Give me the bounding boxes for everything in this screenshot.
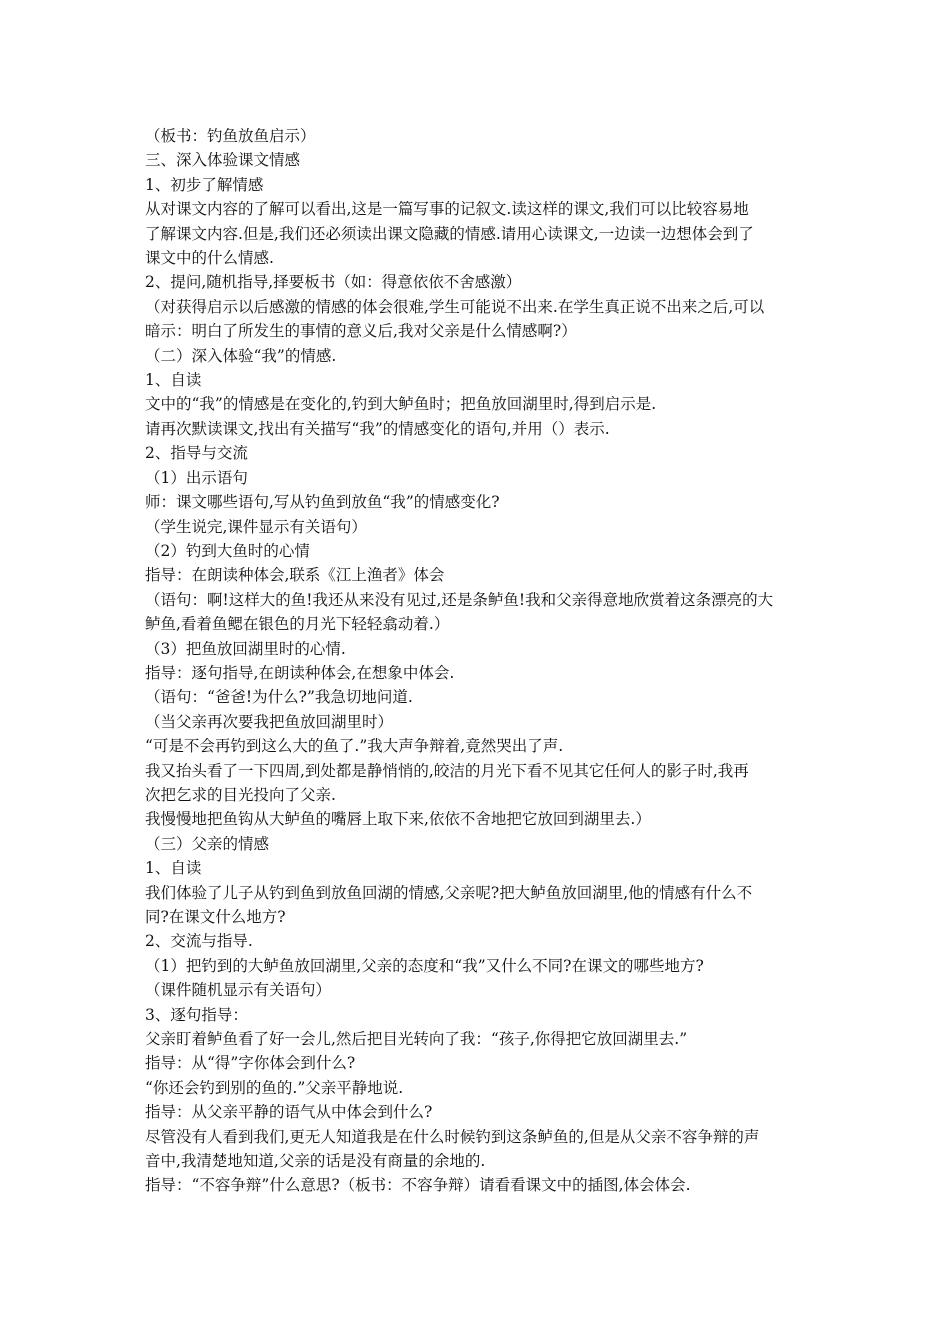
text-line: （课件随机显示有关语句） [145, 981, 332, 1000]
text-line: 指导：“不容争辩”什么意思?（板书：不容争辩）请看看课文中的插图,体会体会. [145, 1176, 691, 1195]
text-line: 我慢慢地把鱼钩从大鲈鱼的嘴唇上取下来,依依不舍地把它放回到湖里去.） [145, 810, 651, 829]
text-line: 师：课文哪些语句,写从钓鱼到放鱼“我”的情感变化? [145, 493, 500, 512]
subsection-heading: 3、逐句指导： [145, 1005, 248, 1024]
text-line: （当父亲再次要我把鱼放回湖里时） [145, 712, 394, 731]
text-line: （1）把钓到的大鲈鱼放回湖里,父亲的态度和“我”又什么不同?在课文的哪些地方? [145, 956, 704, 975]
text-line: （3）把鱼放回湖里时的心情. [145, 639, 346, 658]
text-line: 尽管没有人看到我们,更无人知道我是在什么时候钓到这条鲈鱼的,但是从父亲不容争辩的声 [145, 1127, 760, 1146]
section-heading: （三）父亲的情感 [145, 834, 270, 853]
text-line: 我们体验了儿子从钓到鱼到放鱼回湖的情感,父亲呢?把大鲈鱼放回湖里,他的情感有什么不 [145, 883, 753, 902]
section-heading: （二）深入体验“我”的情感. [145, 346, 337, 365]
text-line: （语句：啊!这样大的鱼!我还从来没有见过,还是条鲈鱼!我和父亲得意地欣赏着这条漂亮的大 [145, 590, 774, 609]
text-line: （学生说完,课件显示有关语句） [145, 517, 367, 536]
text-line: （对获得启示以后感激的情感的体会很难,学生可能说不出来.在学生真正说不出来之后,可以 [145, 297, 765, 316]
document-body [145, 124, 815, 1198]
text-line: 从对课文内容的了解可以看出,这是一篇写事的记叙文.读这样的课文,我们可以比较容易地 [145, 200, 749, 219]
text-line: 请再次默读课文,找出有关描写“我”的情感变化的语句,并用（）表示. [145, 419, 610, 438]
subsection-heading: 2、交流与指导. [145, 932, 253, 951]
text-line: （语句：“爸爸!为什么?”我急切地问道. [145, 688, 413, 707]
text-line: 指导：逐句指导,在朗读种体会,在想象中体会. [145, 663, 455, 682]
text-line: 父亲盯着鲈鱼看了好一会儿,然后把目光转向了我：“孩子,你得把它放回湖里去.” [145, 1030, 688, 1049]
subsection-heading: 2、指导与交流 [145, 444, 248, 463]
text-line: （板书：钓鱼放鱼启示） [145, 127, 316, 145]
text-line: 指导：在朗读种体会,联系《江上渔者》体会 [145, 566, 445, 585]
text-line: 次把乞求的目光投向了父亲. [145, 785, 336, 804]
text-line: 指导：从父亲平静的语气从中体会到什么? [145, 1103, 433, 1122]
subsection-heading: 2、提问,随机指导,择要板书（如：得意依依不舍感激） [145, 273, 522, 292]
text-line: （2）钓到大鱼时的心情 [145, 541, 310, 560]
text-line: （1）出示语句 [145, 468, 248, 487]
section-heading: 三、深入体验课文情感 [145, 151, 301, 170]
text-line: 指导：从“得”字你体会到什么? [145, 1054, 356, 1073]
text-line: 课文中的什么情感. [145, 249, 274, 268]
text-line: 同?在课文什么地方? [145, 908, 286, 926]
subsection-heading: 1、自读 [145, 371, 202, 390]
text-line: 鲈鱼,看着鱼鳃在银色的月光下轻轻翕动着.） [145, 615, 450, 634]
text-line: 音中,我清楚地知道,父亲的话是没有商量的余地的. [145, 1152, 486, 1171]
subsection-heading: 1、自读 [145, 859, 202, 878]
text-line: 我又抬头看了一下四周,到处都是静悄悄的,皎洁的月光下看不见其它任何人的影子时,我再 [145, 761, 749, 780]
text-line: “你还会钓到别的鱼的.”父亲平静地说. [145, 1078, 404, 1097]
subsection-heading: 1、初步了解情感 [145, 175, 264, 194]
text-line: 暗示：明白了所发生的事情的意义后,我对父亲是什么情感啊?） [145, 322, 577, 341]
text-line: 文中的“我”的情感是在变化的,钓到大鲈鱼时；把鱼放回湖里时,得到启示是. [145, 395, 657, 414]
text-line: 了解课文内容.但是,我们还必须读出课文隐藏的情感.请用心读课文,一边读一边想体会到了 [145, 224, 754, 243]
text-line: “可是不会再钓到这么大的鱼了.”我大声争辩着,竟然哭出了声. [145, 737, 564, 756]
